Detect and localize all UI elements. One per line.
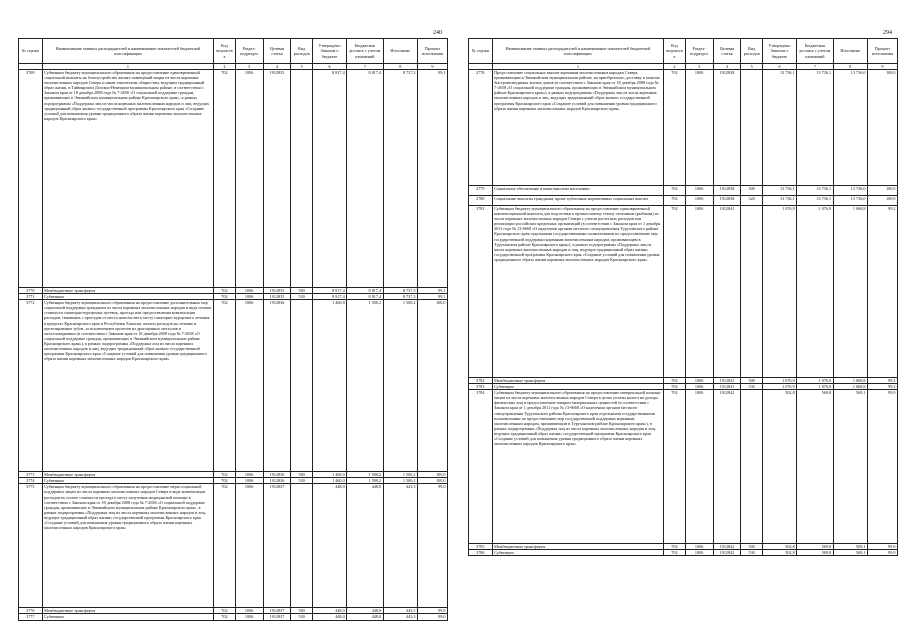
column-header-executed: Исполнено [833, 39, 867, 64]
column-header-approved: Утверждено Законом о бюджете [762, 39, 796, 64]
row-name: Субвенции бюджету муниципального образования на предоставление единовременной социальной выплаты на благоустройство жилых помещений лицам из числа коренных малочисленных народов Севера и иным этническим общностям, ведущим традиционный образ жизни, в Таймырском Долгано-Ненецком муниципальном районе, в соответствии с Законом края от 18 декабря 2008 года № 7-2658 «О социальной поддержке граждан, проживающих в Эвенкийском муниципальном районе Красноярского края», в рамках подпрограммы «Поддержка лиц из числа коренных малочисленных народов и лиц, ведущих традиционный образ жизни» государственной программы Красноярского края «Создание условий для повышения уровня традиционного образа жизни коренных малочисленных народов Красноярского края» [42, 70, 214, 288]
column-header-grbs: Код ведомства [214, 39, 235, 64]
expense-type: 500 [741, 544, 762, 550]
target-code: 1912835 [263, 294, 291, 300]
row-name: Субвенции бюджету муниципального образования на предоставление единовременной компенсационной выплаты для подготовки к промысловому сезону охотникам (рыбакам) из числа коренных малочисленных народов Севера с учетом расчетных расходов или реализации российских кредитных организаций (в соответствии с Законом края от 1 декабря 2011 года № 13-6668 «О наделении органов местного самоуправления Туруханского района Красноярского края отдельными государственными полномочиями по предоставлению мер государственной поддержки коренным малочисленным народам, проживающим в Туруханском районе Красноярского края»), в рамках подпрограммы «Поддержка лиц из числа коренных малочисленных народов и лиц, ведущих традиционный образ жизни» государственной программы Красноярского края «Создание условий для повышения уровня традиционного образа жизни коренных малочисленных народов Красноярского края» [492, 206, 664, 378]
target-code: 1912837 [263, 614, 291, 620]
execution-percent: 100,0 [867, 186, 897, 196]
column-header-percent: Процент исполнения [867, 39, 897, 64]
row-name: Субвенции [42, 614, 214, 620]
row-name: Субвенции бюджету муниципального образования на предоставление меры социальной поддержки лицам из числа коренных малочисленных народов Севера в виде компенсации расходов по оплате стоимости проезда к месту получения медицинской помощи в соответствии с Законом края от 18 декабря 2008 года № 7-2658 «О социальной поддержке граждан, проживающих в Эвенкийском муниципальном районе Красноярского края», в рамках подпрограммы «Поддержка лиц из числа коренных малочисленных народов и лиц, ведущих традиционный образ жизни» государственной программы Красноярского края «Создание условий для повышения уровня традиционного образа жизни коренных малочисленных народов Красноярского края» [42, 484, 214, 608]
section-code: 1006 [685, 544, 713, 550]
grbs-code: 702 [664, 70, 685, 186]
row-number: 3783 [469, 384, 493, 390]
column-number: 2 [664, 64, 685, 70]
table-header [469, 39, 898, 70]
executed-amount: 13 736,0 [833, 196, 867, 206]
grbs-code: 702 [214, 294, 235, 300]
column-number: 8 [833, 64, 867, 70]
grbs-code: 702 [664, 390, 685, 544]
grbs-code: 702 [214, 614, 235, 620]
section-code: 1006 [685, 206, 713, 378]
target-code: 1912835 [263, 288, 291, 294]
execution-percent: 99,0 [417, 614, 447, 620]
executed-amount: 569,1 [833, 550, 867, 556]
row-name: Межбюджетные трансферты [42, 472, 214, 478]
section-code: 1006 [685, 550, 713, 556]
execution-percent: 100,0 [417, 478, 447, 484]
grbs-code: 702 [664, 196, 685, 206]
row-number: 3774 [19, 478, 43, 484]
target-code: 1912841 [713, 206, 741, 378]
approved-amount: 13 736,1 [762, 186, 796, 196]
approved-amount: 448,0 [312, 614, 346, 620]
column-number: 3 [685, 64, 713, 70]
grbs-code: 702 [664, 384, 685, 390]
grbs-code: 702 [664, 206, 685, 378]
execution-percent: 99,0 [417, 608, 447, 614]
budget-amount: 1 076,9 [797, 378, 833, 384]
grbs-code: 702 [664, 378, 685, 384]
row-name: Субвенции [42, 294, 214, 300]
approved-amount: 13 736,1 [762, 196, 796, 206]
row-number: 3772 [19, 300, 43, 472]
expense-type: 530 [291, 614, 312, 620]
execution-percent: 100,0 [867, 196, 897, 206]
grbs-code: 702 [214, 484, 235, 608]
column-number: 9 [417, 64, 447, 70]
grbs-code: 702 [214, 300, 235, 472]
column-number: 1 [42, 64, 214, 70]
budget-amount: 1 500,2 [347, 472, 383, 478]
column-number: 5 [291, 64, 312, 70]
row-number: 3781 [469, 206, 493, 378]
target-code: 1912842 [713, 550, 741, 556]
execution-percent: 99,2 [867, 378, 897, 384]
executed-amount: 443,3 [383, 484, 417, 608]
approved-amount: 502,8 [762, 550, 796, 556]
expense-type: 500 [291, 608, 312, 614]
column-header-percent: Процент исполнения [417, 39, 447, 64]
row-name: Предоставление социальных выплат коренным малочисленным народам Севера, проживающим в Эвенкийском муниципальном районе, на приобретение, доставку и монтаж быстровозводимых жилых домов (в соответствии с Законом края от 18 декабря 2008 года № 7-2658 «О социальной поддержке граждан, проживающих в Эвенкийском муниципальном районе Красноярского края»), в рамках подпрограммы «Поддержка лиц из числа коренных малочисленных народов и лиц, ведущих традиционный образ жизни» государственной программы Красноярского края «Создание условий для повышения уровня традиционного образа жизни коренных малочисленных народов Красноярского края» [492, 70, 664, 186]
execution-percent: 99,1 [417, 288, 447, 294]
target-code: 1912837 [263, 484, 291, 608]
approved-amount: 13 736,1 [762, 70, 796, 186]
grbs-code: 702 [664, 544, 685, 550]
column-number: 4 [263, 64, 291, 70]
section-code: 1006 [235, 472, 263, 478]
column-header-target: Целевая статья [263, 39, 291, 64]
section-code: 1006 [235, 608, 263, 614]
budget-amount: 448,0 [347, 614, 383, 620]
column-header-name: Наименование главных распорядителей и наименование показателей бюджетной классификации [492, 39, 664, 64]
row-number: 3769 [19, 70, 43, 288]
column-number: 6 [312, 64, 346, 70]
expense-type: 530 [741, 550, 762, 556]
budget-amount: 569,8 [797, 550, 833, 556]
approved-amount: 1 076,9 [762, 384, 796, 390]
execution-percent: 99,9 [867, 390, 897, 544]
approved-amount: 8 817,4 [312, 70, 346, 288]
row-number: 2779 [469, 186, 493, 196]
approved-amount: 1 460,0 [312, 472, 346, 478]
row-number: 2780 [469, 196, 493, 206]
budget-amount: 13 736,1 [797, 186, 833, 196]
budget-amount: 13 736,1 [797, 196, 833, 206]
column-number: 2 [214, 64, 235, 70]
executed-amount: 8 737,3 [383, 294, 417, 300]
column-header-vr: Вид расходов [291, 39, 312, 64]
section-code: 1006 [685, 186, 713, 196]
budget-amount: 1 076,9 [797, 206, 833, 378]
table-row [19, 70, 448, 288]
executed-amount: 13 736,0 [833, 70, 867, 186]
budget-amount: 448,0 [347, 484, 383, 608]
expense-type: 300 [741, 186, 762, 196]
budget-amount: 8 817,4 [347, 288, 383, 294]
column-header-grbs: Код ведомства [664, 39, 685, 64]
approved-amount: 1 460,0 [312, 300, 346, 472]
table-row [469, 186, 898, 196]
column-header-target: Целевая статья [713, 39, 741, 64]
row-number: 3784 [469, 390, 493, 544]
approved-amount: 502,8 [762, 390, 796, 544]
approved-amount: 448,0 [312, 484, 346, 608]
page-number: 294 [883, 30, 892, 36]
grbs-code: 702 [664, 186, 685, 196]
target-code: 1912842 [713, 390, 741, 544]
table-header [19, 39, 448, 70]
budget-amount: 1 500,2 [347, 478, 383, 484]
target-code: 1912841 [713, 384, 741, 390]
row-number: 3785 [469, 544, 493, 550]
table-row [469, 196, 898, 206]
section-code: 1006 [685, 70, 713, 186]
target-code: 1912842 [713, 544, 741, 550]
row-number: 3782 [469, 378, 493, 384]
page-number: 240 [433, 30, 442, 36]
table-row [19, 484, 448, 608]
expense-type: 500 [291, 472, 312, 478]
budget-amount: 448,0 [347, 608, 383, 614]
column-number: 3 [235, 64, 263, 70]
expense-type [291, 300, 312, 472]
column-number: 8 [383, 64, 417, 70]
expense-type [741, 70, 762, 186]
column-header-section: Раздел-подраздел [685, 39, 713, 64]
execution-percent: 99,2 [867, 206, 897, 378]
column-number: 9 [867, 64, 897, 70]
execution-percent: 99,9 [867, 550, 897, 556]
executed-amount: 569,1 [833, 390, 867, 544]
expense-type [741, 390, 762, 544]
column-header-row-no: № строки [469, 39, 493, 64]
section-code: 1006 [235, 70, 263, 288]
table-row [469, 550, 898, 556]
expense-type: 500 [741, 378, 762, 384]
executed-amount: 1 068,8 [833, 384, 867, 390]
table-body [469, 70, 898, 556]
expense-type [291, 484, 312, 608]
target-code: 1912841 [713, 378, 741, 384]
executed-amount: 443,3 [383, 608, 417, 614]
executed-amount: 13 736,0 [833, 186, 867, 196]
row-name: Субвенции [492, 550, 664, 556]
row-name: Межбюджетные трансферты [492, 544, 664, 550]
row-number: 3776 [19, 608, 43, 614]
execution-percent: 99,1 [417, 70, 447, 288]
target-code: 1912838 [713, 70, 741, 186]
executed-amount: 443,3 [383, 614, 417, 620]
section-code: 1006 [235, 484, 263, 608]
target-code: 1912836 [263, 472, 291, 478]
execution-percent: 99,1 [417, 294, 447, 300]
column-header-name: Наименование главных распорядителей и наименование показателей бюджетной классификации [42, 39, 214, 64]
executed-amount: 1 068,8 [833, 206, 867, 378]
executed-amount: 1 500,2 [383, 478, 417, 484]
executed-amount: 1 500,2 [383, 300, 417, 472]
execution-percent: 99,9 [867, 544, 897, 550]
expense-type: 500 [291, 288, 312, 294]
target-code: 1912838 [713, 196, 741, 206]
execution-percent: 100,0 [417, 300, 447, 472]
section-code: 1006 [685, 390, 713, 544]
executed-amount: 1 068,8 [833, 378, 867, 384]
column-header-executed: Исполнено [383, 39, 417, 64]
table-row [19, 614, 448, 620]
execution-percent: 100,0 [417, 472, 447, 478]
budget-amount: 13 736,1 [797, 70, 833, 186]
approved-amount: 1 076,9 [762, 206, 796, 378]
approved-amount: 1 460,0 [312, 478, 346, 484]
budget-amount: 8 817,4 [347, 70, 383, 288]
expense-type: 320 [741, 196, 762, 206]
section-code: 1006 [235, 294, 263, 300]
approved-amount: 448,0 [312, 608, 346, 614]
table-body [19, 70, 448, 621]
grbs-code: 702 [214, 608, 235, 614]
row-number: 2778 [469, 70, 493, 186]
table-row [469, 390, 898, 544]
target-code: 1912835 [263, 70, 291, 288]
column-header-vr: Вид расходов [741, 39, 762, 64]
row-number: 3771 [19, 294, 43, 300]
column-header-budget: Бюджетная роспись с учетом изменений [797, 39, 833, 64]
section-code: 1006 [235, 300, 263, 472]
budget-amount: 569,8 [797, 544, 833, 550]
section-code: 1006 [685, 378, 713, 384]
column-number: 7 [797, 64, 833, 70]
row-name: Субвенции бюджету муниципального образования на предоставление материальной помощи лицам из числа коренных малочисленных народов Севера в целях уплаты налога на доходы физических лиц и предоставление товарно-материальных ценностей (в соответствии с Законом края от 1 декабря 2011 года № 13-6668 «О наделении органов местного самоуправления Туруханского района Красноярского края отдельными государственными полномочиями по предоставлению мер государственной поддержки коренным малочисленным народам, проживающим в Туруханском районе Красноярского края»), в рамках подпрограммы «Поддержка лиц из числа коренных малочисленных народов и лиц, ведущих традиционный образ жизни» государственной программы Красноярского края «Создание условий для повышения уровня традиционного образа жизни коренных малочисленных народов Красноярского края» [492, 390, 664, 544]
approved-amount: 1 076,9 [762, 378, 796, 384]
row-name: Межбюджетные трансферты [492, 378, 664, 384]
executed-amount: 8 737,3 [383, 288, 417, 294]
expense-type: 530 [291, 294, 312, 300]
grbs-code: 702 [214, 288, 235, 294]
row-name: Межбюджетные трансферты [42, 608, 214, 614]
grbs-code: 702 [214, 472, 235, 478]
column-number: 5 [741, 64, 762, 70]
row-name: Субвенции бюджету муниципального образования на предоставление дополнительных мер социальной поддержки гражданам из числа коренных малочисленных народов в виде оплаты стоимости санаторно-курортных путевок, проезда или предоставления компенсации расходов, связанных с проездом от места жительства к месту санаторно-курортного лечения в пределах Красноярского края и Республики Хакасия, оплаты расходов на лечение и протезирование зубов, за исключением протезов из драгоценных металлов и металлокерамики (в соответствии с Законом края от 18 декабря 2008 года № 7-2658 «О социальной поддержке граждан, проживающих в Эвенкийском муниципальном районе Красноярского края»), в рамках подпрограммы «Поддержка лиц из числа коренных малочисленных народов и лиц, ведущих традиционный образ жизни» государственной программы Красноярского края «Создание условий для повышения уровня традиционного образа жизни коренных малочисленных народов Красноярского края» [42, 300, 214, 472]
column-number: 7 [347, 64, 383, 70]
budget-amount: 1 076,9 [797, 384, 833, 390]
table-row [469, 70, 898, 186]
report-page-left [18, 0, 448, 640]
approved-amount: 502,8 [762, 544, 796, 550]
column-header-budget: Бюджетная роспись с учетом изменений [347, 39, 383, 64]
row-name: Социальные выплаты гражданам, кроме публичных нормативных социальных выплат [492, 196, 664, 206]
column-header-row-no: № строки [19, 39, 43, 64]
execution-percent: 99,0 [417, 484, 447, 608]
executed-amount: 1 500,2 [383, 472, 417, 478]
budget-amount: 1 500,2 [347, 300, 383, 472]
column-header-approved: Утверждено Законом о бюджете [312, 39, 346, 64]
target-code: 1912836 [263, 300, 291, 472]
row-number: 3773 [19, 472, 43, 478]
row-number: 3786 [469, 550, 493, 556]
section-code: 1006 [685, 384, 713, 390]
section-code: 1006 [235, 288, 263, 294]
executed-amount: 8 737,3 [383, 70, 417, 288]
grbs-code: 702 [664, 550, 685, 556]
column-number: 4 [713, 64, 741, 70]
expense-type: 530 [741, 384, 762, 390]
section-code: 1006 [235, 478, 263, 484]
target-code: 1912837 [263, 608, 291, 614]
grbs-code: 702 [214, 70, 235, 288]
row-name: Межбюджетные трансферты [42, 288, 214, 294]
table-row [469, 206, 898, 378]
row-number: 3775 [19, 484, 43, 608]
approved-amount: 8 817,4 [312, 294, 346, 300]
section-code: 1006 [235, 614, 263, 620]
budget-amount: 8 817,4 [347, 294, 383, 300]
row-number: 3777 [19, 614, 43, 620]
row-number: 3770 [19, 288, 43, 294]
section-code: 1006 [685, 196, 713, 206]
budget-amount: 569,8 [797, 390, 833, 544]
executed-amount: 569,1 [833, 544, 867, 550]
approved-amount: 8 817,4 [312, 288, 346, 294]
table-row [19, 300, 448, 472]
expense-type [741, 206, 762, 378]
report-page-right [468, 0, 898, 640]
column-number: 1 [492, 64, 664, 70]
budget-table [18, 38, 448, 621]
column-number: 6 [762, 64, 796, 70]
row-name: Социальное обеспечение и иные выплаты населению [492, 186, 664, 196]
column-header-section: Раздел-подраздел [235, 39, 263, 64]
target-code: 1912836 [263, 478, 291, 484]
execution-percent: 100,0 [867, 70, 897, 186]
expense-type [291, 70, 312, 288]
grbs-code: 702 [214, 478, 235, 484]
budget-table [468, 38, 898, 556]
expense-type: 530 [291, 478, 312, 484]
target-code: 1912838 [713, 186, 741, 196]
execution-percent: 99,2 [867, 384, 897, 390]
row-name: Субвенции [492, 384, 664, 390]
row-name: Субвенции [42, 478, 214, 484]
